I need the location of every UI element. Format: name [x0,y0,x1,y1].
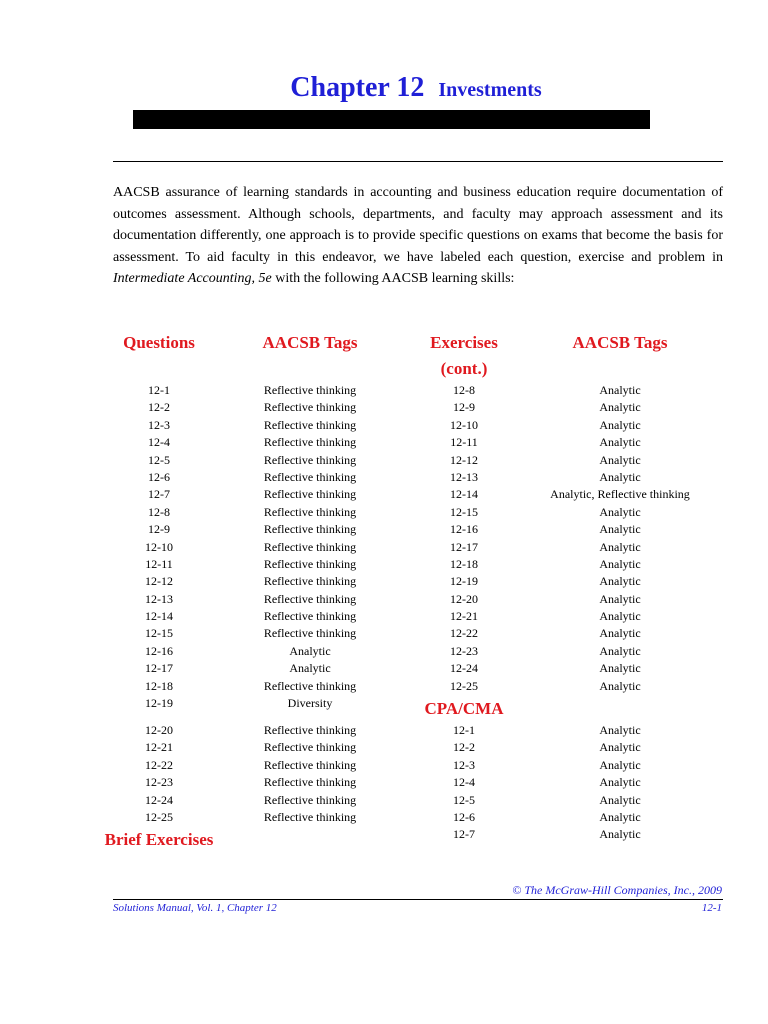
exercise-number: 12-10 [450,417,478,432]
footer-rule [113,899,723,900]
exercise-number: 12-15 [450,504,478,519]
question-number: 12-17 [145,661,173,676]
question-number: 12-4 [148,435,170,450]
cpa-number: 12-6 [453,809,475,824]
exercise-number: 12-20 [450,591,478,606]
chapter-number: Chapter 12 [290,72,425,103]
exercise-tag: Analytic [599,661,641,676]
cpa-tag: Analytic [599,792,641,807]
question-tag: Reflective thinking [263,452,357,467]
chapter-subject: Investments [438,79,542,101]
question-tag: Reflective thinking [263,556,357,571]
brief-exercises-header: Brief Exercises [104,830,214,849]
question-number: 12-21 [145,740,173,755]
exercise-tag: Analytic [599,539,641,554]
questions-tag-column-2 [235,722,385,826]
question-tag: Reflective thinking [263,626,357,641]
exercise-tag: Analytic [599,452,641,467]
exercise-tag: Analytic [599,504,641,519]
question-number: 12-13 [145,591,173,606]
exercise-number: 12-24 [450,661,478,676]
aacsb-tags-header-1: AACSB Tags [262,333,358,352]
book-title: Intermediate Accounting, 5e [113,271,272,287]
exercise-tag: Analytic [599,522,641,537]
exercise-number: 12-18 [450,556,478,571]
question-tag: Reflective thinking [263,504,357,519]
questions-number-column-2 [109,722,209,826]
cpa-tag: Analytic [599,827,641,842]
question-tag: Reflective thinking [263,574,357,589]
cpa-number: 12-3 [453,757,475,772]
question-number: 12-7 [148,487,170,502]
question-number: 12-3 [148,417,170,432]
exercise-tag: Analytic [599,643,641,658]
cpa-tag: Analytic [599,723,641,737]
cpa-number: 12-1 [453,723,475,737]
question-number: 12-2 [148,400,170,415]
question-number: 12-20 [145,723,173,737]
exercise-number: 12-9 [453,400,475,415]
title-bar [133,110,650,129]
question-tag: Reflective thinking [263,809,357,824]
intro-text-end: with the following AACSB learning skills: [271,271,515,287]
exercise-tag: Analytic [599,400,641,415]
question-number: 12-14 [145,609,173,624]
exercise-number: 12-19 [450,574,478,589]
exercise-tag: Analytic [599,574,641,589]
exercise-tag: Analytic [599,435,641,450]
question-number: 12-18 [145,678,173,693]
question-number: 12-5 [148,452,170,467]
exercise-tag: Analytic, Reflective thinking [550,487,690,502]
question-number: 12-19 [145,696,173,711]
question-tag: Reflective thinking [263,757,357,772]
exercise-number: 12-21 [450,609,478,624]
questions-header: Questions [123,333,195,352]
exercise-tag: Analytic [599,591,641,606]
exercise-tag: Analytic [599,469,641,484]
question-number: 12-10 [145,539,173,554]
question-tag: Analytic [289,643,331,658]
question-tag: Reflective thinking [263,417,357,432]
question-tag: Reflective thinking [263,775,357,790]
exercise-number: 12-23 [450,643,478,658]
page-number: 12-1 [701,902,722,914]
question-tag: Diversity [287,696,333,711]
exercises-cont-header: Exercises (cont.) [430,333,498,378]
question-tag: Reflective thinking [263,383,357,397]
question-number: 12-6 [148,469,170,484]
cpa-tag: Analytic [599,740,641,755]
question-number: 12-1 [148,383,170,397]
cpa-number-column [414,722,514,844]
question-tag: Reflective thinking [263,609,357,624]
intro-text-start: AACSB assurance of learning standards in accounting and business education require documentation of outcomes assessment. Although schools, departments, and faculty may approach assessment and its documentation differently, one approach is to provide specific questions on exams that become the basis for assessment. To aid faculty in this endeavor, we have labeled each question, exercise and problem in [113,185,723,265]
question-number: 12-12 [145,574,173,589]
cpa-number: 12-2 [453,740,475,755]
exercise-tag: Analytic [599,678,641,693]
question-number: 12-22 [145,757,173,772]
exercise-tag: Analytic [599,626,641,641]
chapter-title [0,72,768,104]
aacsb-tags-header-2: AACSB Tags [572,333,668,352]
question-number: 12-9 [148,522,170,537]
question-tag: Reflective thinking [263,678,357,693]
question-tag: Reflective thinking [263,469,357,484]
exercise-number: 12-22 [450,626,478,641]
exercise-number: 12-13 [450,469,478,484]
question-tag: Reflective thinking [263,723,357,737]
exercise-number: 12-25 [450,678,478,693]
questions-tag-column [235,382,385,712]
cpa-cma-header: CPA/CMA [424,699,504,718]
question-tag: Reflective thinking [263,740,357,755]
question-tag: Reflective thinking [263,792,357,807]
question-number: 12-8 [148,504,170,519]
exercise-number: 12-12 [450,452,478,467]
question-tag: Reflective thinking [263,400,357,415]
exercise-number: 12-16 [450,522,478,537]
question-number: 12-16 [145,643,173,658]
question-tag: Reflective thinking [263,591,357,606]
question-tag: Reflective thinking [263,522,357,537]
question-number: 12-23 [145,775,173,790]
exercise-tag: Analytic [599,383,641,397]
questions-number-column [109,382,209,712]
cpa-tag: Analytic [599,757,641,772]
question-number: 12-15 [145,626,173,641]
exercises-tag-column [530,382,710,695]
exercise-tag: Analytic [599,417,641,432]
question-number: 12-25 [145,809,173,824]
exercise-tag: Analytic [599,556,641,571]
intro-paragraph [113,182,723,290]
exercises-number-column [414,382,514,695]
question-tag: Reflective thinking [263,487,357,502]
question-number: 12-24 [145,792,173,807]
cpa-tag: Analytic [599,809,641,824]
exercise-number: 12-14 [450,487,478,502]
cpa-number: 12-7 [453,827,475,842]
cpa-number: 12-4 [453,775,475,790]
header-rule [113,161,723,162]
question-tag: Reflective thinking [263,435,357,450]
cpa-tag: Analytic [599,775,641,790]
cpa-number: 12-5 [453,792,475,807]
footer-source: Solutions Manual, Vol. 1, Chapter 12 [113,902,277,914]
exercise-number: 12-8 [453,383,475,397]
exercise-tag: Analytic [599,609,641,624]
copyright-notice: © The McGraw-Hill Companies, Inc., 2009 [512,883,722,897]
question-tag: Reflective thinking [263,539,357,554]
cpa-tag-column [530,722,710,844]
question-number: 12-11 [145,556,173,571]
exercise-number: 12-11 [450,435,478,450]
question-tag: Analytic [289,661,331,676]
exercise-number: 12-17 [450,539,478,554]
